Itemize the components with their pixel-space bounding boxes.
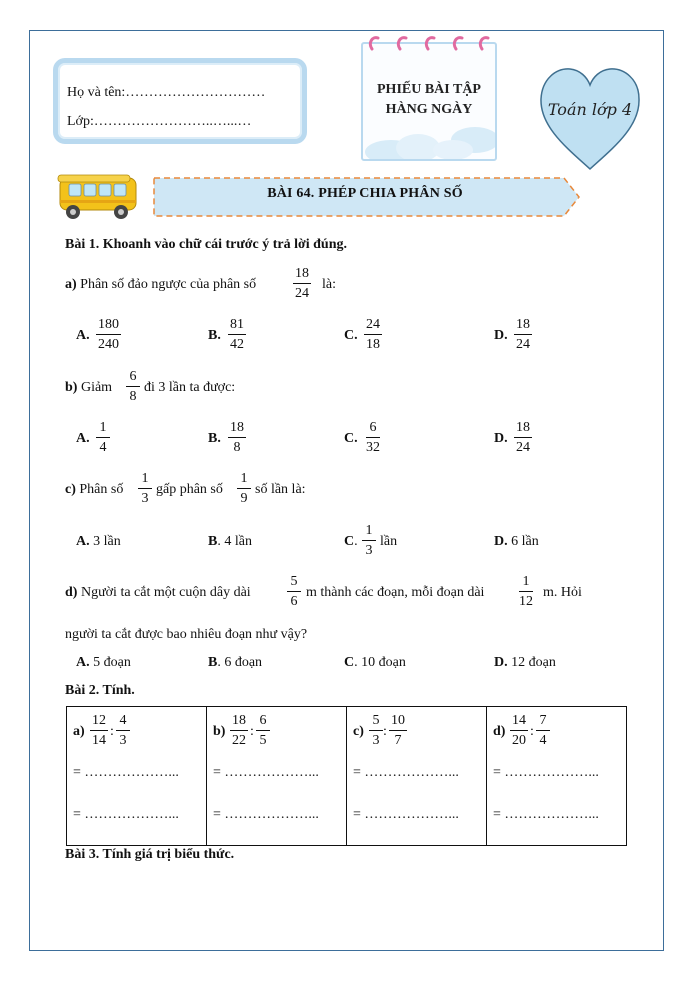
fraction: $\frac{10}{7}$: [391, 713, 405, 748]
option-a-D[interactable]: $\frac{18}{24}$: [516, 317, 530, 352]
school-bus-icon: [55, 172, 141, 222]
option-c-D[interactable]: D. 6 lần: [494, 534, 539, 549]
option-a-B[interactable]: $\frac{81}{42}$: [230, 317, 244, 352]
heart-icon: [538, 65, 642, 173]
fraction: $\frac{1}{3}$: [138, 470, 152, 507]
option-a-B-letter[interactable]: B.: [208, 328, 221, 343]
option-a-C[interactable]: $\frac{24}{18}$: [366, 317, 380, 352]
fraction: $\frac{6}{8}$: [126, 368, 140, 405]
answer-line[interactable]: = ………………...: [73, 807, 179, 822]
question-d-text: Người ta cắt một cuộn dây dài: [80, 585, 251, 600]
answer-line[interactable]: = ………………...: [493, 807, 599, 822]
worksheet-title-line1: PHIẾU BÀI TẬP: [377, 82, 481, 97]
answer-line[interactable]: = ………………...: [493, 765, 599, 780]
fraction: $\frac{5}{6}$: [287, 573, 301, 610]
question-b-label: b): [65, 380, 78, 395]
answer-line[interactable]: = ………………...: [213, 807, 319, 822]
fraction: $\frac{5}{3}$: [369, 712, 383, 749]
option-b-A-letter[interactable]: A.: [76, 431, 90, 446]
subject-label: Toán lớp 4: [547, 100, 633, 119]
fraction: $\frac{12}{14}$: [92, 713, 106, 748]
class-line[interactable]: Lớp:……………………..…...…: [67, 114, 252, 129]
calc-cell-b: [207, 707, 347, 845]
question-b-text-after: đi 3 lần ta được:: [144, 380, 236, 395]
question-a-text-after: là:: [322, 277, 336, 292]
divide-sign: :: [530, 724, 534, 739]
worksheet-title-line2: HÀNG NGÀY: [385, 102, 473, 117]
bai1-title: Bài 1. Khoanh vào chữ cái trước ý trả lời đúng.: [65, 237, 347, 252]
fraction: $\frac{7}{4}$: [536, 712, 550, 749]
calc-cell-label: b): [213, 724, 226, 739]
student-info-box: [53, 58, 307, 144]
question-d-label: d): [65, 585, 78, 600]
question-d-line2: người ta cắt được bao nhiêu đoạn như vậy?: [65, 627, 308, 642]
answer-line[interactable]: = ………………...: [213, 765, 319, 780]
question-a-label: a): [65, 277, 77, 292]
divide-sign: :: [250, 724, 254, 739]
option-b-A[interactable]: $\frac{1}{4}$: [96, 419, 110, 456]
option-c-B[interactable]: B. 4 lần: [208, 534, 252, 549]
calc-cell-a: [67, 707, 207, 845]
calc-cell-c: [347, 707, 487, 845]
option-d-D[interactable]: D. 12 đoạn: [494, 655, 556, 670]
bai2-title: Bài 2. Tính.: [65, 683, 135, 698]
option-d-A[interactable]: A. 5 đoạn: [76, 655, 131, 670]
calc-table: [66, 706, 627, 846]
option-b-B-letter[interactable]: B.: [208, 431, 221, 446]
fraction: $\frac{1}{12}$: [519, 574, 533, 609]
question-a: [65, 276, 256, 294]
worksheet-title-notepad: [361, 42, 497, 161]
question-d: [65, 584, 251, 602]
question-c-label: c): [65, 482, 76, 497]
fraction: $\frac{14}{20}$: [512, 713, 526, 748]
fraction: $\frac{6}{5}$: [256, 712, 270, 749]
answer-line[interactable]: = ………………...: [353, 807, 459, 822]
question-d-text-after: m. Hỏi: [543, 585, 582, 600]
fraction: $\frac{18}{22}$: [232, 713, 246, 748]
question-c-text: Phân số: [79, 482, 124, 497]
option-b-D-letter[interactable]: D.: [494, 431, 508, 446]
question-d-text-middle: m thành các đoạn, mỗi đoạn dài: [306, 585, 485, 600]
answer-line[interactable]: = ………………...: [353, 765, 459, 780]
calc-cell-label: a): [73, 724, 85, 739]
question-c-text-middle: gấp phân số: [156, 482, 223, 497]
question-a-text: Phân số đảo ngược của phân số: [80, 277, 257, 292]
question-c-text-after: số lần là:: [255, 482, 306, 497]
answer-line[interactable]: = ………………...: [73, 765, 179, 780]
option-a-A[interactable]: $\frac{180}{240}$: [98, 317, 119, 352]
lesson-title: BÀI 64. PHÉP CHIA PHÂN SỐ: [267, 186, 463, 201]
option-b-C[interactable]: $\frac{6}{32}$: [366, 420, 380, 455]
option-a-C-letter[interactable]: C.: [344, 328, 358, 343]
option-b-C-letter[interactable]: C.: [344, 431, 358, 446]
calc-cell-label: d): [493, 724, 506, 739]
divide-sign: :: [110, 724, 114, 739]
fraction: $\frac{18}{24}$: [295, 266, 309, 301]
option-a-A-letter[interactable]: A.: [76, 328, 90, 343]
option-d-C[interactable]: C. 10 đoạn: [344, 655, 406, 670]
divide-sign: :: [383, 724, 387, 739]
option-c-C-suffix: lần: [380, 534, 398, 549]
calc-cell-label: c): [353, 724, 364, 739]
option-c-C-fraction[interactable]: $\frac{1}{3}$: [362, 522, 376, 559]
fraction: $\frac{1}{9}$: [237, 470, 251, 507]
option-b-D[interactable]: $\frac{18}{24}$: [516, 420, 530, 455]
fraction: $\frac{4}{3}$: [116, 712, 130, 749]
bai3-title: Bài 3. Tính giá trị biểu thức.: [65, 847, 235, 862]
question-b: [65, 379, 112, 397]
option-b-B[interactable]: $\frac{18}{8}$: [230, 420, 244, 455]
question-b-text: Giảm: [80, 380, 113, 395]
calc-cell-d: [487, 707, 626, 845]
option-d-B[interactable]: B. 6 đoạn: [208, 655, 263, 670]
option-c-A[interactable]: A. 3 lần: [76, 534, 121, 549]
question-c: [65, 481, 123, 499]
name-line[interactable]: Họ và tên:…………………………: [67, 85, 266, 100]
option-c-C[interactable]: C.: [344, 534, 358, 549]
binder-rings-icon: [364, 33, 494, 55]
option-a-D-letter[interactable]: D.: [494, 328, 508, 343]
